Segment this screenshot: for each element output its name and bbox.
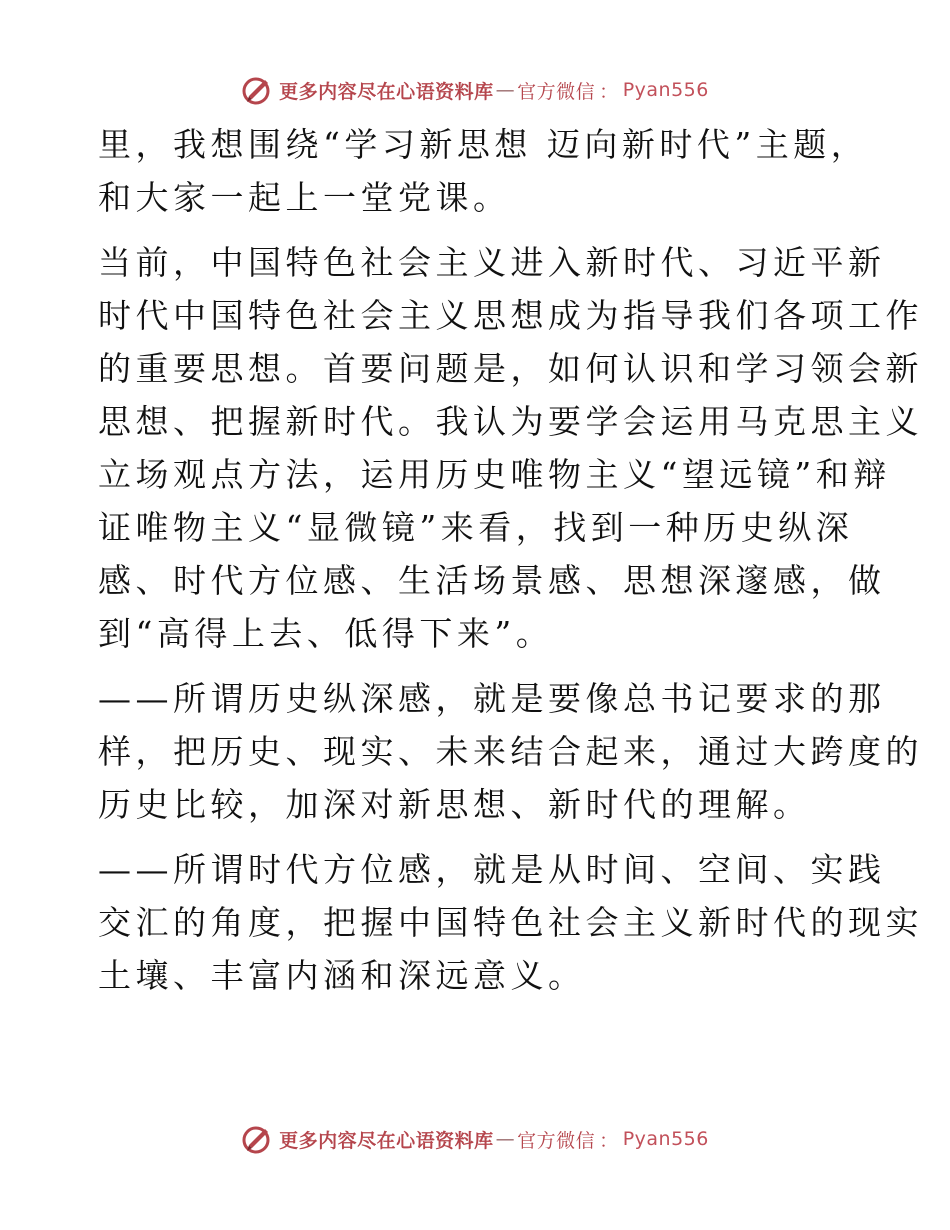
text-line: 立场观点方法，运用历史唯物主义“望远镜”和辩 (98, 455, 891, 494)
wechat-id: Pyan556 (622, 79, 709, 101)
quill-pen-seal-icon (241, 74, 273, 106)
label-colon: ： (599, 1129, 619, 1152)
paragraph-1 (98, 118, 869, 224)
text-line: 历史比较，加深对新思想、新时代的理解。 (98, 785, 811, 824)
wechat-label: 官方微信 (517, 1129, 596, 1152)
brand-text: 更多内容尽在心语资料库 (279, 80, 494, 103)
paragraph-2 (98, 236, 923, 660)
text-line: 证唯物主义“显微镜”来看，找到一种历史纵深 (98, 508, 854, 547)
paragraph-4 (98, 843, 923, 1002)
header-watermark-banner (0, 70, 950, 110)
text-line: 到“高得上去、低得下来”。 (98, 614, 554, 653)
wechat-label: 官方微信 (517, 80, 596, 103)
quill-pen-seal-icon (241, 1123, 273, 1155)
text-line: 交汇的角度，把握中国特色社会主义新时代的现实 (98, 903, 923, 942)
document-body (98, 118, 923, 1014)
separator-dash: — (495, 1128, 516, 1150)
text-line: 时代中国特色社会主义思想成为指导我们各项工作 (98, 296, 923, 335)
label-colon: ： (599, 80, 619, 103)
text-line: 感、时代方位感、生活场景感、思想深邃感，做 (98, 561, 886, 600)
text-line: 里，我想围绕“学习新思想 迈向新时代”主题， (98, 125, 869, 164)
wechat-id: Pyan556 (622, 1128, 709, 1150)
text-line: 当前，中国特色社会主义进入新时代、习近平新 (98, 243, 886, 282)
brand-text: 更多内容尽在心语资料库 (279, 1129, 494, 1152)
separator-dash: — (495, 79, 516, 101)
paragraph-3 (98, 672, 923, 831)
footer-watermark-banner (0, 1119, 950, 1159)
text-line: ——所谓时代方位感，就是从时间、空间、实践 (98, 850, 886, 889)
text-line: 和大家一起上一堂党课。 (98, 178, 511, 217)
text-line: 样，把历史、现实、未来结合起来，通过大跨度的 (98, 732, 923, 771)
text-line: ——所谓历史纵深感，就是要像总书记要求的那 (98, 679, 886, 718)
text-line: 的重要思想。首要问题是，如何认识和学习领会新 (98, 349, 923, 388)
text-line: 土壤、丰富内涵和深远意义。 (98, 956, 586, 995)
text-line: 思想、把握新时代。我认为要学会运用马克思主义 (98, 402, 923, 441)
